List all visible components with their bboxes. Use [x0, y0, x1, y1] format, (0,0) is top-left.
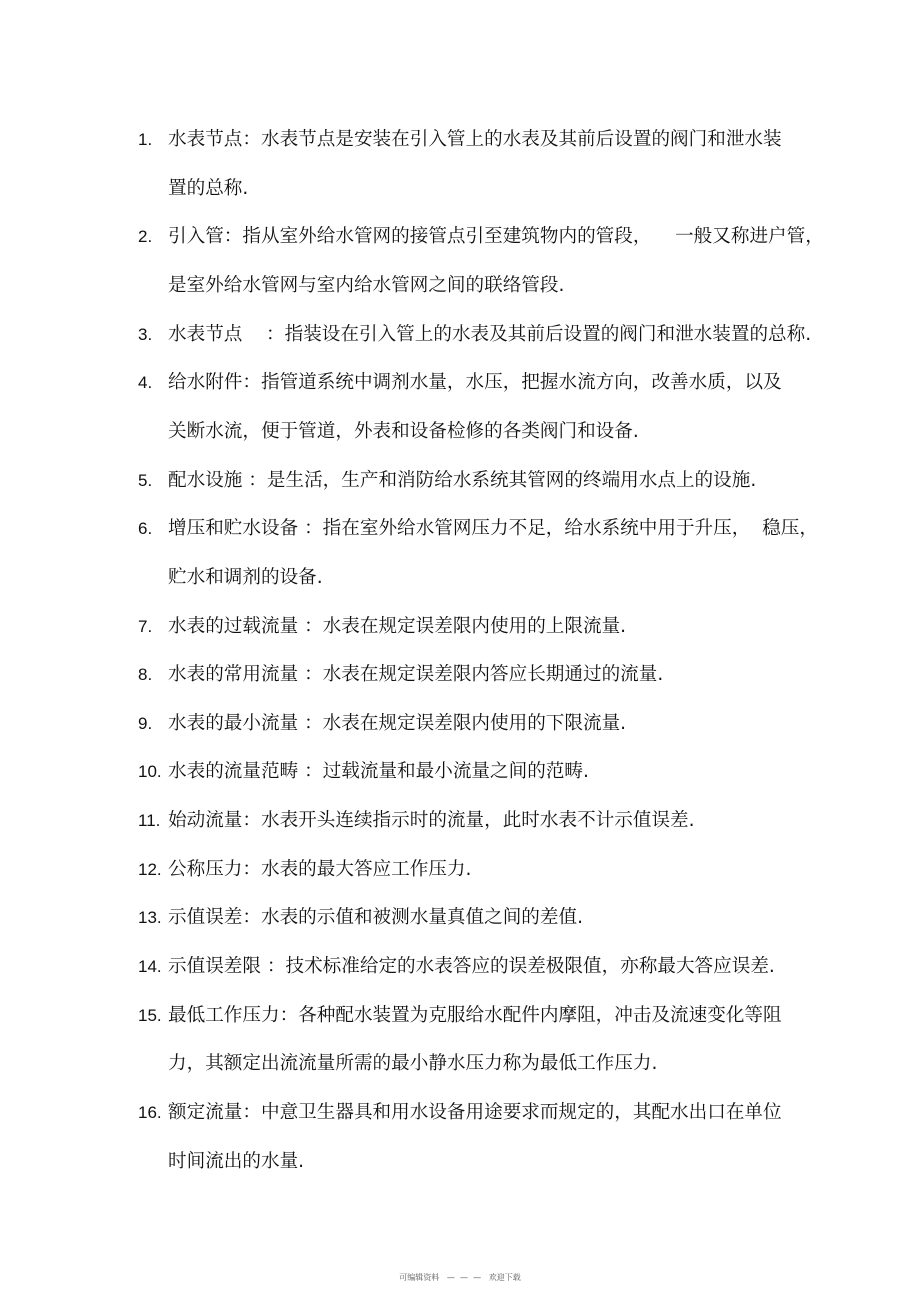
- item-text: 水表节点 ：指装设在引入管上的水表及其前后设置的阀门和泄水装置的总称.: [168, 323, 812, 345]
- item-number: 8.: [138, 665, 153, 685]
- item-number: 13.: [138, 908, 162, 928]
- item-text: 水表节点：水表节点是安装在引入管上的水表及其前后设置的阀门和泄水装: [168, 129, 782, 150]
- item-number: 10.: [138, 762, 162, 782]
- item-number: 9.: [138, 713, 153, 733]
- item-text: 是室外给水管网与室内给水管网之间的联络管段.: [168, 274, 565, 296]
- item-text: 水表的常用流量 ：水表在规定误差限内答应长期通过的流量.: [168, 664, 664, 686]
- item-number: 12.: [138, 859, 162, 879]
- item-number: 11.: [138, 811, 161, 831]
- item-number: 14.: [138, 957, 162, 977]
- item-text: 公称压力：水表的最大答应工作压力.: [168, 858, 472, 880]
- item-text: 最低工作压力：各种配水装置为克服给水配件内摩阻，冲击及流速变化等阻: [168, 1004, 782, 1026]
- item-text: 引入管：指从室外给水管网的接管点引至建筑物内的管段， 一般又称进户管，: [168, 226, 824, 248]
- item-number: 3.: [138, 324, 153, 344]
- item-number: 2.: [138, 227, 153, 247]
- page-footer: 可编辑资料 — — — 欢迎下载: [399, 1273, 521, 1282]
- item-text: 关断水流，便于管道，外表和设备检修的各类阀门和设备.: [168, 420, 639, 442]
- item-text: 水表的过载流量 ：水表在规定误差限内使用的上限流量.: [168, 615, 627, 637]
- item-number: 7.: [138, 616, 153, 636]
- item-text: 给水附件：指管道系统中调剂水量，水压，把握水流方向，改善水质，以及: [168, 372, 782, 394]
- item-text: 示值误差限 ：技术标准给定的水表答应的误差极限值，亦称最大答应误差.: [168, 956, 775, 978]
- item-text: 增压和贮水设备 ：指在室外给水管网压力不足，给水系统中用于升压， 稳压，: [168, 518, 818, 540]
- item-text: 配水设施 ：是生活，生产和消防给水系统其管网的终端用水点上的设施.: [168, 469, 757, 491]
- item-text: 贮水和调剂的设备.: [168, 566, 323, 588]
- item-text: 水表的流量范畴 ：过载流量和最小流量之间的范畴.: [168, 761, 589, 783]
- item-number: 5.: [138, 470, 153, 490]
- item-number: 16.: [138, 1103, 162, 1122]
- item-text: 额定流量：中意卫生器具和用水设备用途要求而规定的，其配水出口在单位: [168, 1102, 782, 1123]
- item-text: 始动流量：水表开头连续指示时的流量，此时水表不计示值误差.: [168, 810, 695, 832]
- item-text: 时间流出的水量.: [168, 1150, 305, 1172]
- item-text: 置的总称.: [168, 177, 249, 199]
- item-number: 15.: [138, 1005, 162, 1025]
- item-number: 1.: [138, 130, 153, 149]
- item-text: 力，其额定出流流量所需的最小静水压力称为最低工作压力.: [168, 1053, 658, 1075]
- item-text: 示值误差：水表的示值和被测水量真值之间的差值.: [168, 907, 583, 929]
- item-text: 水表的最小流量 ：水表在规定误差限内使用的下限流量.: [168, 712, 627, 734]
- item-number: 4.: [138, 373, 153, 393]
- item-number: 6.: [138, 519, 153, 539]
